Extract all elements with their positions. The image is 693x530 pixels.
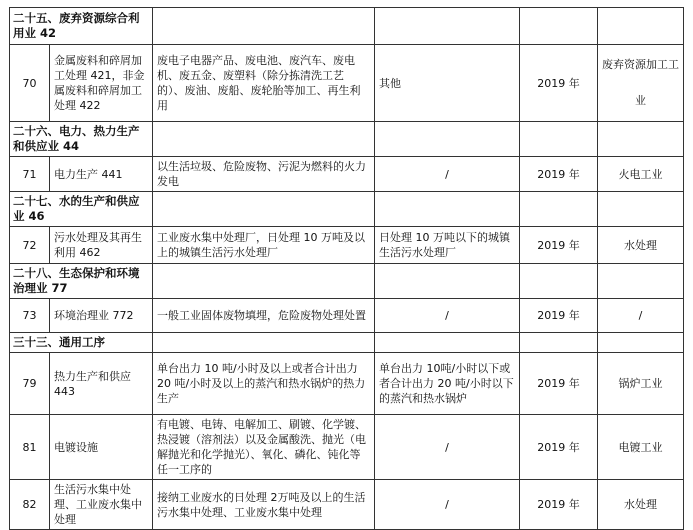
scope-cell: 单台出力 10 吨/小时及以上或者合计出力 20 吨/小时及以上的蒸汽和热水锅炉的热力生产 bbox=[153, 353, 375, 415]
year-cell: 2019 年 bbox=[520, 227, 598, 264]
year-cell: 2019 年 bbox=[520, 45, 598, 122]
industry-cell: 生活污水集中处理、工业废水集中处理 bbox=[50, 480, 153, 530]
scope-cell: 以生活垃圾、危险废物、污泥为燃料的火力发电 bbox=[153, 157, 375, 192]
row-number: 72 bbox=[10, 227, 50, 264]
category-cell: 水处理 bbox=[598, 227, 684, 264]
category-cell: 废弃资源加工工业 bbox=[598, 45, 684, 122]
industry-cell: 环境治理业 772 bbox=[50, 299, 153, 333]
category-cell: 火电工业 bbox=[598, 157, 684, 192]
scope-cell: 有电镀、电铸、电解加工、刷镀、化学镀、热浸镀（溶剂法）以及金属酸洗、抛光（电解抛光和化学抛光）、氧化、磷化、钝化等任一工序的 bbox=[153, 415, 375, 480]
scope-cell: 接纳工业废水的日处理 2万吨及以上的生活污水集中处理、工业废水集中处理 bbox=[153, 480, 375, 530]
section-row bbox=[10, 264, 684, 299]
section-row bbox=[10, 8, 684, 45]
other-cell: 单台出力 10吨/小时以下或者合计出力 20 吨/小时以下的蒸汽和热水锅炉 bbox=[375, 353, 520, 415]
section-title: 二十五、废弃资源综合利用业 42 bbox=[10, 8, 153, 45]
row-number: 71 bbox=[10, 157, 50, 192]
section-title: 二十七、水的生产和供应业 46 bbox=[10, 192, 153, 227]
category-cell: / bbox=[598, 299, 684, 333]
scope-cell: 废电子电器产品、废电池、废汽车、废电机、废五金、废塑料（除分拣清洗工艺的）、废油、废船、废轮胎等加工、再生利用 bbox=[153, 45, 375, 122]
year-cell: 2019 年 bbox=[520, 415, 598, 480]
year-cell: 2019 年 bbox=[520, 480, 598, 530]
industry-cell: 污水处理及其再生利用 462 bbox=[50, 227, 153, 264]
other-cell: / bbox=[375, 480, 520, 530]
year-cell: 2019 年 bbox=[520, 299, 598, 333]
section-title: 二十八、生态保护和环境治理业 77 bbox=[10, 264, 153, 299]
other-cell: 其他 bbox=[375, 45, 520, 122]
permit-catalog-table bbox=[9, 7, 684, 530]
category-cell: 电镀工业 bbox=[598, 415, 684, 480]
section-title: 二十六、电力、热力生产和供应业 44 bbox=[10, 122, 153, 157]
category-cell: 锅炉工业 bbox=[598, 353, 684, 415]
other-cell: 日处理 10 万吨以下的城镇生活污水处理厂 bbox=[375, 227, 520, 264]
table-row bbox=[10, 480, 684, 530]
other-cell: / bbox=[375, 415, 520, 480]
table-row bbox=[10, 299, 684, 333]
section-row bbox=[10, 192, 684, 227]
industry-cell: 电力生产 441 bbox=[50, 157, 153, 192]
category-cell: 水处理 bbox=[598, 480, 684, 530]
section-title: 三十三、通用工序 bbox=[10, 333, 153, 353]
row-number: 81 bbox=[10, 415, 50, 480]
industry-cell: 电镀设施 bbox=[50, 415, 153, 480]
table-row bbox=[10, 353, 684, 415]
year-cell: 2019 年 bbox=[520, 353, 598, 415]
row-number: 73 bbox=[10, 299, 50, 333]
table-row bbox=[10, 227, 684, 264]
row-number: 79 bbox=[10, 353, 50, 415]
row-number: 82 bbox=[10, 480, 50, 530]
scope-cell: 工业废水集中处理厂，日处理 10 万吨及以上的城镇生活污水处理厂 bbox=[153, 227, 375, 264]
table-row bbox=[10, 157, 684, 192]
table-row bbox=[10, 415, 684, 480]
scope-cell: 一般工业固体废物填埋，危险废物处理处置 bbox=[153, 299, 375, 333]
table-row bbox=[10, 45, 684, 122]
year-cell: 2019 年 bbox=[520, 157, 598, 192]
section-row bbox=[10, 333, 684, 353]
row-number: 70 bbox=[10, 45, 50, 122]
other-cell: / bbox=[375, 299, 520, 333]
section-row bbox=[10, 122, 684, 157]
industry-cell: 热力生产和供应 443 bbox=[50, 353, 153, 415]
industry-cell: 金属废料和碎屑加工处理 421，非金属废料和碎屑加工处理 422 bbox=[50, 45, 153, 122]
other-cell: / bbox=[375, 157, 520, 192]
